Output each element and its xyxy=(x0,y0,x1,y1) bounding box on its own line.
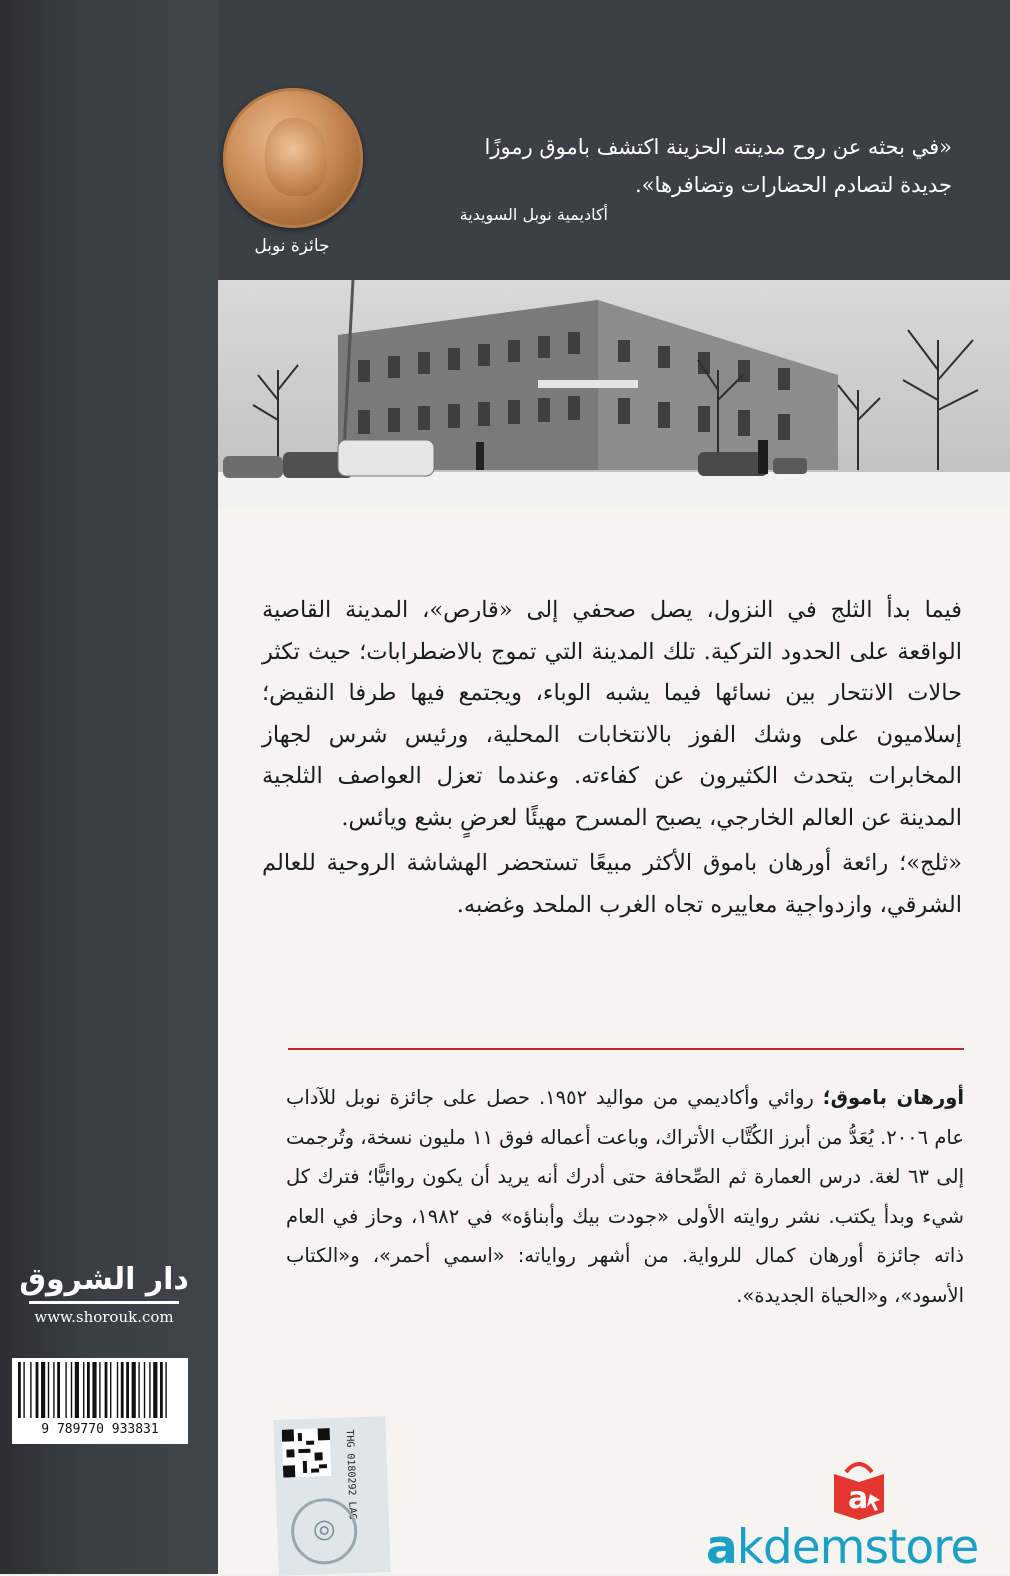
barcode-bar xyxy=(57,1362,60,1418)
barcode-bar xyxy=(41,1362,45,1418)
barcode-bar xyxy=(160,1362,163,1418)
author-bio-text: روائي وأكاديمي من مواليد ١٩٥٢. حصل على جائزة نوبل للآداب عام ٢٠٠٦. يُعَدُّ من أبرز الكُتَّاب الأتراك، وباعت أعماله فوق ١١ مليون نسخة، وتُرجمت إلى ٦٣ لغة. درس العمارة ثم الصِّحافة حتى أدرك أنه يريد أن يكون روائيًّا؛ فترك كل شيء وبدأ يكتب. نشر روايته الأولى «جودت بيك وأبناؤه» في ١٩٨٢، وحاز في العام ذاته جائزة أورهان كمال للرواية. من أشهر رواياته: «اسمي أحمر»، و«الكتاب الأسود»، و«الحياة الجديدة». xyxy=(286,1086,964,1307)
barcode-bar xyxy=(71,1362,72,1418)
barcode-bar xyxy=(53,1362,54,1418)
barcode-bar xyxy=(30,1362,31,1418)
store-name xyxy=(706,1520,1006,1575)
inventory-sticker xyxy=(273,1416,390,1576)
svg-text:a: a xyxy=(848,1481,869,1516)
medal-caption: جائزة نوبل xyxy=(254,236,330,256)
barcode-bar xyxy=(132,1362,136,1418)
barcode-bar xyxy=(18,1362,21,1418)
barcode-bar xyxy=(87,1362,90,1418)
barcode-bar xyxy=(121,1362,124,1418)
barcode-bar xyxy=(65,1362,66,1418)
barcode-bar xyxy=(126,1362,129,1418)
barcode-number: 9 789770 933831 xyxy=(14,1422,186,1437)
barcode-bar xyxy=(110,1362,111,1418)
store-name-rest: kdemstore xyxy=(736,1520,979,1575)
barcode-bar xyxy=(92,1362,96,1418)
publisher-block xyxy=(18,1262,190,1326)
qr-code-icon xyxy=(282,1428,332,1478)
publisher-url[interactable]: www.shorouk.com xyxy=(34,1308,174,1326)
barcode-bar xyxy=(105,1362,108,1418)
synopsis-text xyxy=(262,590,962,926)
quote-line-1: «في بحثه عن روح مدينته الحزينة اكتشف باموق رموزًا xyxy=(484,135,952,159)
publisher-rule xyxy=(29,1301,179,1304)
nobel-medal-image xyxy=(223,88,363,228)
barcode-bar xyxy=(48,1362,49,1418)
photo-illustration xyxy=(218,280,1010,508)
store-bag-icon xyxy=(826,1456,892,1522)
barcode-bar xyxy=(99,1362,100,1418)
section-divider xyxy=(288,1048,964,1050)
barcode-bar xyxy=(165,1362,166,1418)
barcode-bar xyxy=(138,1362,139,1418)
author-bio xyxy=(286,1078,964,1315)
nobel-quote xyxy=(392,128,952,204)
barcode-bar xyxy=(83,1362,84,1418)
quote-line-2: جديدة لتصادم الحضارات وتضافرها». xyxy=(635,173,952,197)
barcode-bar xyxy=(153,1362,157,1418)
medal-portrait xyxy=(265,118,327,196)
barcode-bar xyxy=(117,1362,118,1418)
barcode-bar xyxy=(36,1362,39,1418)
barcode-bar xyxy=(23,1362,24,1418)
quote-attribution: أكاديمية نوبل السويدية xyxy=(459,205,608,224)
synopsis-paragraph-1: فيما بدأ الثلج في النزول، يصل صحفي إلى «قارص»، المدينة القاصية الواقعة على الحدود التركية. تلك المدينة التي تموج بالاضطرابات؛ حيث تكثر حالات الانتحار بين نسائها فيما يشبه الوباء، ويجتمع فيها طرفا النقيض؛ إسلاميون على وشك الفوز بالانتخابات المحلية، ورئيس شرس لجهاز المخابرات يتحدث الكثيرون عن كفاءته. وعندما تعزل العواصف الثلجية المدينة عن العالم الخارجي، يصبح المسرح مهيئًا لعرضٍ بشع ويائس. xyxy=(262,597,962,831)
synopsis-paragraph-2: «ثلج»؛ رائعة أورهان باموق الأكثر مبيعًا تستحضر الهشاشة الروحية للعالم الشرقي، وازدواجية معاييره تجاه الغرب الملحد وغضبه. xyxy=(262,850,962,918)
publisher-name: دار الشروق xyxy=(19,1262,189,1297)
barcode-bar xyxy=(144,1362,145,1418)
barcode-bars xyxy=(12,1358,188,1422)
snowy-street-photo xyxy=(218,280,1010,508)
hologram-seal-icon: ◎ xyxy=(290,1497,358,1565)
barcode-bar xyxy=(75,1362,79,1418)
store-name-a: a xyxy=(706,1520,737,1575)
spine-panel xyxy=(0,0,218,1574)
sticker-code: THG 0180292 LAG xyxy=(343,1429,358,1520)
barcode-bar xyxy=(149,1362,150,1418)
author-name: أورهان باموق؛ xyxy=(822,1086,964,1109)
